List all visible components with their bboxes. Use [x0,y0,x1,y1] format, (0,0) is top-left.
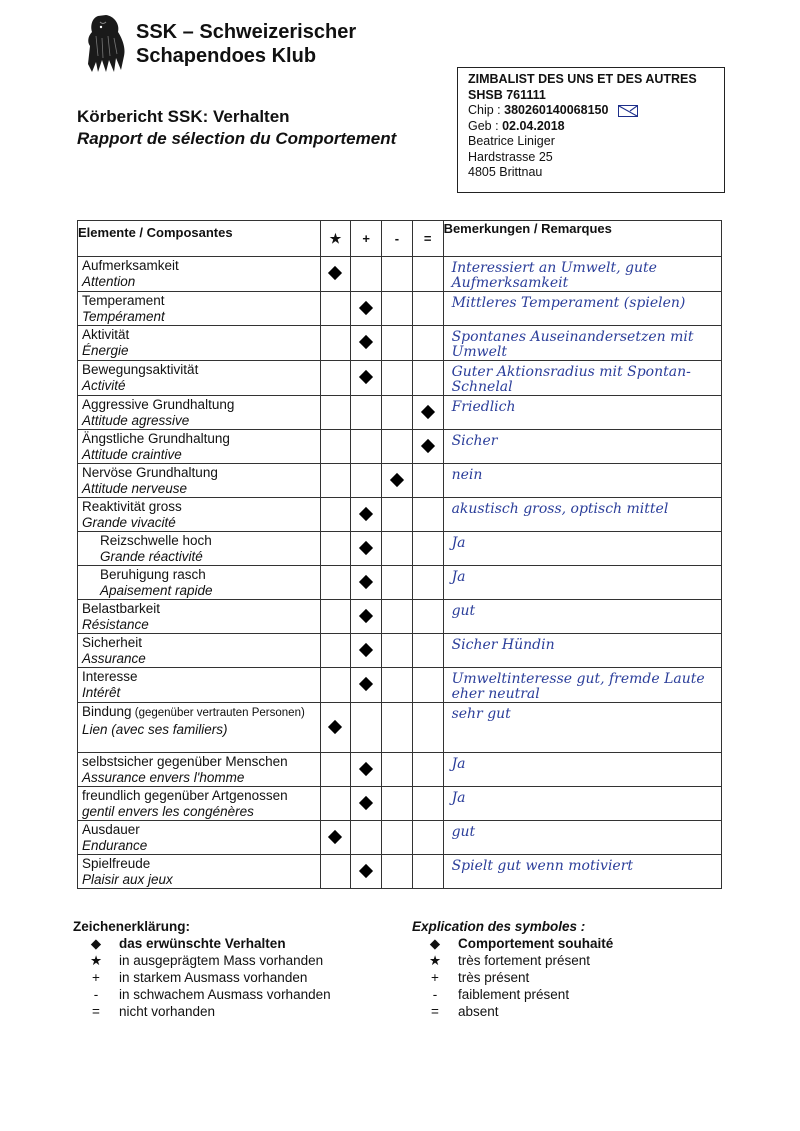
rating-cell-minus [382,787,413,821]
diamond-mark-icon [359,761,373,775]
legend-text: faiblement présent [458,987,570,1002]
rating-cell-plus [351,396,382,430]
element-cell [78,634,321,668]
handwritten-remark: Ja [451,756,466,772]
rating-cell-minus [382,292,413,326]
legend-line [412,952,613,969]
legend-text: in ausgeprägtem Mass vorhanden [119,953,324,968]
legend-symbol: ★ [428,953,442,968]
legend-symbol: - [432,987,438,1002]
rating-cell-minus [382,855,413,889]
element-name-fr: Activité [82,378,126,393]
diamond-mark-icon [359,795,373,809]
birth-date: 02.04.2018 [502,118,565,133]
diamond-mark-icon [359,608,373,622]
element-cell [78,855,321,889]
handwritten-remark: Spielt gut wenn motiviert [451,858,634,874]
element-name-fr: Attitude agressive [82,413,190,428]
rating-cell-eq [412,703,443,753]
birth-label: Geb : [468,118,499,133]
element-name-de-main: Ängstliche Grundhaltung [82,431,230,446]
chip-label: Chip : [468,103,501,117]
rating-cell-minus [382,257,413,292]
element-name-fr: Grande réactivité [100,549,203,564]
rating-cell-plus [351,292,382,326]
element-name-fr: Assurance [82,651,146,666]
handwritten-remark: sehr gut [451,706,511,722]
element-cell [78,787,321,821]
element-name-de-main: Reaktivität gross [82,499,182,514]
legend-symbol: + [92,970,100,985]
element-name-de-main: Ausdauer [82,822,140,837]
handwritten-remark: Sicher Hündin [451,637,555,653]
rating-cell-eq [412,753,443,787]
element-name-de [78,787,320,804]
schapendoes-dog-logo [84,12,128,74]
rating-cell-plus [351,855,382,889]
legend-text: in schwachem Ausmass vorhanden [119,987,331,1002]
col-header-minus: - [382,221,413,257]
diamond-mark-icon [359,370,373,384]
rating-cell-star [320,753,351,787]
rating-cell-minus [382,498,413,532]
rating-cell-eq [412,257,443,292]
element-name-de [78,668,320,685]
legend-line [73,986,331,1003]
rating-cell-star [320,855,351,889]
element-name-de [78,634,320,651]
handwritten-remark: nein [451,467,483,483]
element-cell [78,396,321,430]
remark-cell [443,821,721,855]
element-name-de-main: Interesse [82,669,138,684]
remark-cell [443,498,721,532]
rating-cell-plus [351,600,382,634]
handwritten-remark: akustisch gross, optisch mittel [451,501,669,517]
rating-cell-star [320,498,351,532]
remark-cell [443,634,721,668]
element-cell [78,430,321,464]
rating-cell-star [320,396,351,430]
element-cell [78,464,321,498]
table-row [78,855,722,889]
rating-cell-minus [382,753,413,787]
element-name-de-main: freundlich gegenüber Artgenossen [82,788,288,803]
diamond-mark-icon [359,540,373,554]
rating-cell-star [320,326,351,361]
rating-cell-minus [382,821,413,855]
table-header-row [78,221,722,257]
element-cell [78,668,321,703]
rating-cell-star [320,787,351,821]
remark-cell [443,257,721,292]
legend-line [412,1003,613,1020]
chip-number: 380260140068150 [504,103,609,117]
element-name-de [78,600,320,617]
table-row [78,292,722,326]
checked-box-icon [618,105,638,117]
legend-line [412,986,613,1003]
dog-name: ZIMBALIST DES UNS ET DES AUTRES [468,72,697,86]
legend-symbol: - [93,987,99,1002]
col-header-plus: + [351,221,382,257]
rating-cell-star [320,361,351,396]
remark-cell [443,464,721,498]
table-row [78,821,722,855]
element-name-de [78,464,320,481]
club-name-line2: Schapendoes Klub [136,45,317,67]
rating-cell-star [320,464,351,498]
element-name-de [78,326,320,343]
diamond-mark-icon [359,506,373,520]
rating-cell-star [320,821,351,855]
dog-registration: SHSB 761111 [468,87,546,102]
diamond-mark-icon [359,677,373,691]
handwritten-remark: gut [451,824,476,840]
club-name-line1: SSK – Schweizerischer [136,21,357,43]
table-row [78,753,722,787]
legend-text: nicht vorhanden [119,1004,216,1019]
rating-cell-eq [412,532,443,566]
element-name-fr: Assurance envers l'homme [82,770,245,785]
element-cell [78,361,321,396]
rating-cell-minus [382,703,413,753]
diamond-mark-icon [390,472,404,486]
col-header-star: ★ [320,221,351,257]
element-cell [78,498,321,532]
owner-name: Beatrice Liniger [468,134,555,148]
handwritten-remark: Ja [451,790,466,806]
rating-cell-eq [412,498,443,532]
rating-cell-minus [382,600,413,634]
legend-de [73,918,331,1020]
rating-cell-star [320,703,351,753]
table-row [78,498,722,532]
diamond-mark-icon [328,719,342,733]
table-row [78,600,722,634]
table-row [78,703,722,753]
element-name-de-main: Aggressive Grundhaltung [82,397,235,412]
rating-cell-eq [412,787,443,821]
rating-cell-star [320,532,351,566]
diamond-mark-icon [359,863,373,877]
element-name-de [78,361,320,378]
legend-de-title: Zeichenerklärung: [73,919,191,934]
rating-cell-minus [382,566,413,600]
owner-street: Hardstrasse 25 [468,149,553,164]
remark-cell [443,855,721,889]
element-name-fr: Grande vivacité [82,515,176,530]
handwritten-remark: Friedlich [451,399,516,415]
handwritten-remark: Ja [451,535,466,551]
remark-cell [443,532,721,566]
rating-cell-eq [412,566,443,600]
rating-cell-plus [351,703,382,753]
table-row [78,361,722,396]
element-name-fr: Attitude craintive [82,447,182,462]
remark-cell [443,753,721,787]
rating-cell-plus [351,361,382,396]
element-name-de-note: (gegenüber vertrauten Personen) [131,707,305,719]
legend-text: absent [458,1004,499,1019]
element-name-fr: Attention [82,274,136,289]
table-row [78,257,722,292]
element-cell [78,753,321,787]
rating-cell-plus [351,787,382,821]
handwritten-remark: Guter Aktionsradius mit Spontan-Schnelal [451,364,691,395]
rating-cell-star [320,600,351,634]
element-name-fr: Intérêt [82,685,121,700]
remark-cell [443,566,721,600]
legend-fr [412,918,613,1020]
remark-cell [443,430,721,464]
handwritten-remark: Umweltinteresse gut, fremde Laute eher neutral [451,671,705,702]
element-name-de-main: Reizschwelle hoch [100,533,212,548]
rating-cell-minus [382,430,413,464]
rating-cell-eq [412,668,443,703]
rating-cell-star [320,566,351,600]
element-name-fr: Lien (avec ses familiers) [82,722,228,737]
table-row [78,464,722,498]
legend-line [73,952,331,969]
element-cell [78,600,321,634]
table-row [78,396,722,430]
rating-cell-star [320,292,351,326]
rating-cell-minus [382,361,413,396]
evaluation-table [77,220,722,889]
legend-fr-title: Explication des symboles : [412,919,586,934]
legend-symbol: = [92,1004,100,1019]
element-name-de-main: Bewegungsaktivität [82,362,199,377]
rating-cell-eq [412,326,443,361]
report-title-de: Körbericht SSK: Verhalten [77,107,290,126]
table-row [78,430,722,464]
legend-text: très fortement présent [458,953,591,968]
element-name-de [78,292,320,309]
legend-text: das erwünschte Verhalten [119,936,286,951]
handwritten-remark: Mittleres Temperament (spielen) [451,295,686,311]
diamond-mark-icon [421,438,435,452]
legend-symbol: ◆ [90,936,102,951]
rating-cell-eq [412,634,443,668]
element-name-de [78,257,320,274]
element-name-de-main: Aktivität [82,327,130,342]
element-name-de [78,753,320,770]
diamond-mark-icon [359,642,373,656]
diamond-mark-icon [359,574,373,588]
element-name-de-main: Nervöse Grundhaltung [82,465,218,480]
rating-cell-eq [412,855,443,889]
rating-cell-minus [382,634,413,668]
rating-cell-star [320,668,351,703]
element-name-de [78,855,320,872]
legend-symbol: = [431,1004,439,1019]
table-row [78,668,722,703]
table-row [78,634,722,668]
legend-line [412,969,613,986]
element-name-de-main: Temperament [82,293,165,308]
rating-cell-eq [412,292,443,326]
rating-cell-star [320,634,351,668]
handwritten-remark: gut [451,603,476,619]
legend-line [73,935,331,952]
legend-line [73,1003,331,1020]
element-name-de-main: selbstsicher gegenüber Menschen [82,754,288,769]
club-name [136,20,356,68]
rating-cell-eq [412,396,443,430]
rating-cell-plus [351,257,382,292]
remark-cell [443,668,721,703]
handwritten-remark: Sicher [451,433,498,449]
rating-cell-plus [351,634,382,668]
legend-fr-items [412,935,613,1020]
element-name-de [78,498,320,515]
rating-cell-plus [351,821,382,855]
rating-cell-minus [382,464,413,498]
legend-symbol: ◆ [429,936,441,951]
element-cell [78,326,321,361]
rating-cell-plus [351,566,382,600]
rating-cell-eq [412,430,443,464]
element-name-fr: Résistance [82,617,149,632]
diamond-mark-icon [359,300,373,314]
element-cell [78,566,321,600]
remark-cell [443,600,721,634]
rating-cell-plus [351,498,382,532]
element-name-de [78,532,320,549]
element-cell [78,703,321,753]
element-cell [78,532,321,566]
rating-cell-plus [351,532,382,566]
element-name-de [78,396,320,413]
diamond-mark-icon [359,335,373,349]
rating-cell-minus [382,326,413,361]
remark-cell [443,292,721,326]
rating-cell-eq [412,464,443,498]
element-name-fr: Énergie [82,343,129,358]
rating-cell-eq [412,600,443,634]
element-name-de-main: Belastbarkeit [82,601,161,616]
element-cell [78,292,321,326]
table-row [78,566,722,600]
dog-info-box [457,67,725,193]
element-name-de-main: Beruhigung rasch [100,567,206,582]
element-name-fr: Tempérament [82,309,165,324]
element-name-de [78,703,320,722]
diamond-mark-icon [328,829,342,843]
rating-cell-eq [412,361,443,396]
report-title-fr: Rapport de sélection du Comportement [77,129,397,148]
remark-cell [443,787,721,821]
dog-chip-line [468,103,714,119]
rating-cell-plus [351,668,382,703]
element-name-fr: Attitude nerveuse [82,481,188,496]
legend-symbol: + [431,970,439,985]
legend-symbol: ★ [89,953,103,968]
element-name-de [78,430,320,447]
element-cell [78,821,321,855]
rating-cell-star [320,430,351,464]
rating-cell-star [320,257,351,292]
col-header-elements: Elemente / Composantes [78,221,321,257]
element-cell [78,257,321,292]
element-name-de-main: Sicherheit [82,635,143,650]
table-body [78,257,722,889]
remark-cell [443,703,721,753]
rating-cell-plus [351,464,382,498]
remark-cell [443,361,721,396]
legend-text: très présent [458,970,530,985]
element-name-fr: Endurance [82,838,148,853]
handwritten-remark: Ja [451,569,466,585]
legend-de-items [73,935,331,1020]
rating-cell-plus [351,430,382,464]
element-name-de [78,566,320,583]
owner-city: 4805 Brittnau [468,165,543,179]
dog-birth-line [468,119,714,135]
table-row [78,326,722,361]
col-header-equal: = [412,221,443,257]
handwritten-remark: Interessiert an Umwelt, gute Aufmerksamkeit [451,260,657,291]
legend-line [73,969,331,986]
legend-text: in starkem Ausmass vorhanden [119,970,308,985]
rating-cell-plus [351,326,382,361]
legend-text: Comportement souhaité [458,936,614,951]
remark-cell [443,396,721,430]
report-title [77,106,396,150]
table-row [78,787,722,821]
element-name-fr: gentil envers les congénères [82,804,254,819]
element-name-de [78,821,320,838]
rating-cell-eq [412,821,443,855]
element-name-de-main: Aufmerksamkeit [82,258,179,273]
col-header-remarks: Bemerkungen / Remarques [443,221,721,257]
element-name-de-main: Bindung [82,704,132,719]
rating-cell-minus [382,532,413,566]
element-name-fr: Plaisir aux jeux [82,872,173,887]
rating-cell-minus [382,396,413,430]
rating-cell-minus [382,668,413,703]
legend-line [412,935,613,952]
remark-cell [443,326,721,361]
rating-cell-plus [351,753,382,787]
diamond-mark-icon [328,266,342,280]
handwritten-remark: Spontanes Auseinandersetzen mit Umwelt [451,329,694,360]
element-name-fr: Apaisement rapide [100,583,213,598]
diamond-mark-icon [421,404,435,418]
element-name-de-main: Spielfreude [82,856,151,871]
table-row [78,532,722,566]
